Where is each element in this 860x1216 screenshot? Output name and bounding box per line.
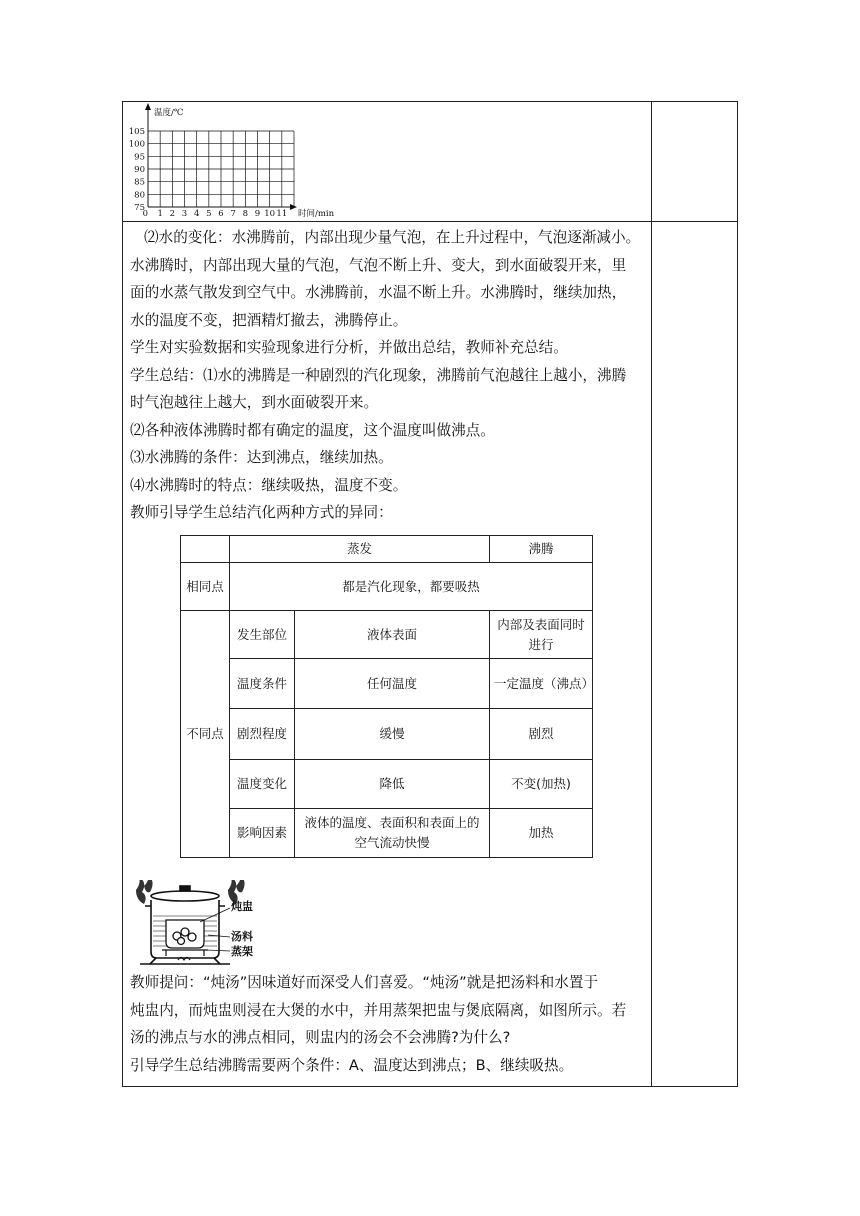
- x-tick-label: 6: [218, 209, 224, 219]
- same-text: 都是汽化现象，都要吸热: [230, 563, 593, 611]
- paragraph: ⑵水的变化：水沸腾前，内部出现少量气泡，在上升过程中，气泡逐渐减小。: [144, 229, 641, 246]
- paragraph: ⑵各种液体沸腾时都有确定的温度，这个温度叫做沸点。: [130, 421, 495, 439]
- y-tick-label: 80: [134, 190, 145, 201]
- table-corner-cell: [181, 536, 230, 563]
- x-axis-label: 时间/min: [298, 209, 335, 219]
- attr-cell: 剧烈程度: [230, 709, 295, 760]
- column-divider: [651, 101, 652, 1087]
- x-tick-label: 3: [181, 209, 188, 219]
- x-tick-label: 10: [264, 209, 276, 219]
- paragraph: ⑷水沸腾时的特点：继续吸热，温度不变。: [130, 476, 408, 494]
- boil-cell: 一定温度（沸点）: [490, 659, 593, 709]
- paragraph: 学生总结：⑴水的沸腾是一种剧烈的汽化现象，沸腾前气泡越往上越小，沸腾: [130, 366, 627, 384]
- x-tick-label: 8: [242, 209, 249, 219]
- x-tick-label: 5: [206, 209, 212, 219]
- paragraph: ⑶水沸腾的条件：达到沸点，继续加热。: [130, 449, 393, 466]
- paragraph: 面的水蒸气散发到空气中。水沸腾前，水温不断上升。水沸腾时，继续加热，: [130, 284, 627, 301]
- question-section: [130, 969, 644, 1079]
- attr-cell: 温度条件: [230, 659, 295, 709]
- y-tick-label: 105: [128, 127, 145, 137]
- y-tick-label: 90: [134, 165, 145, 175]
- label-soup: 汤料: [231, 930, 253, 943]
- stew-pot-illustration: [130, 880, 270, 968]
- boil-cell: 剧烈: [490, 709, 593, 760]
- diff-label: 不同点: [181, 611, 230, 858]
- paragraph: 学生对实验数据和实验现象进行分析，并做出总结，教师补充总结。: [130, 339, 568, 356]
- paragraph: 时气泡越往上越大，到水面破裂开来。: [130, 394, 379, 411]
- label-pot: 炖盅: [231, 900, 253, 913]
- paragraph: 教师提问：“炖汤”因味道好而深受人们喜爱。“炖汤”就是把汤料和水置于: [130, 974, 599, 991]
- paragraph: 教师引导学生总结汽化两种方式的异同：: [130, 504, 393, 521]
- burner-icon: [140, 958, 230, 965]
- header-evaporation: 蒸发: [230, 536, 490, 563]
- y-tick-label: 75: [134, 203, 145, 213]
- chart-grid: [148, 131, 294, 207]
- boil-cell: 内部及表面同时进行: [490, 611, 593, 659]
- y-tick-label: 100: [128, 139, 145, 150]
- inner-pot-icon: [166, 920, 204, 948]
- x-tick-label: 0: [142, 209, 148, 219]
- paragraph: 水沸腾时，内部出现大量的气泡，气泡不断上升、变大，到水面破裂开来，里: [130, 256, 627, 274]
- y-axis-arrow: [145, 103, 151, 110]
- x-tick-label: 4: [193, 209, 200, 219]
- x-axis-arrow: [290, 204, 297, 210]
- evap-cell: 液体的温度、表面积和表面上的空气流动快慢: [295, 809, 490, 858]
- attr-cell: 温度变化: [230, 760, 295, 809]
- x-tick-label: 11: [276, 209, 288, 219]
- boil-cell: 不变(加热): [490, 760, 593, 809]
- temperature-time-chart: [128, 103, 348, 219]
- evap-cell: 液体表面: [295, 611, 490, 659]
- comparison-table: [180, 535, 593, 858]
- attr-cell: 发生部位: [230, 611, 295, 659]
- label-rack: 蒸架: [231, 945, 253, 958]
- lesson-content: [130, 224, 644, 527]
- x-tick-label: 2: [169, 209, 176, 219]
- row-divider: [122, 221, 738, 222]
- evap-cell: 任何温度: [295, 659, 490, 709]
- evap-cell: 缓慢: [295, 709, 490, 760]
- x-tick-label: 9: [254, 209, 261, 219]
- y-axis-label: 温度/℃: [154, 108, 184, 118]
- attr-cell: 影响因素: [230, 809, 295, 858]
- x-tick-label: 1: [157, 209, 163, 219]
- same-label: 相同点: [181, 563, 230, 611]
- paragraph: 引导学生总结沸腾需要两个条件：A、温度达到沸点；B、继续吸热。: [130, 1056, 574, 1074]
- y-tick-label: 95: [134, 152, 145, 163]
- header-boiling: 沸腾: [490, 536, 593, 563]
- rack-icon: [162, 950, 208, 956]
- paragraph: 汤的沸点与水的沸点相同，则盅内的汤会不会沸腾?为什么?: [130, 1029, 511, 1046]
- x-tick-label: 7: [230, 209, 236, 219]
- y-tick-label: 85: [134, 177, 145, 188]
- evap-cell: 降低: [295, 760, 490, 809]
- boil-cell: 加热: [490, 809, 593, 858]
- paragraph: 炖盅内，而炖盅则浸在大煲的水中，并用蒸架把盅与煲底隔离，如图所示。若: [130, 1001, 627, 1019]
- paragraph: 水的温度不变，把酒精灯撤去，沸腾停止。: [130, 311, 408, 329]
